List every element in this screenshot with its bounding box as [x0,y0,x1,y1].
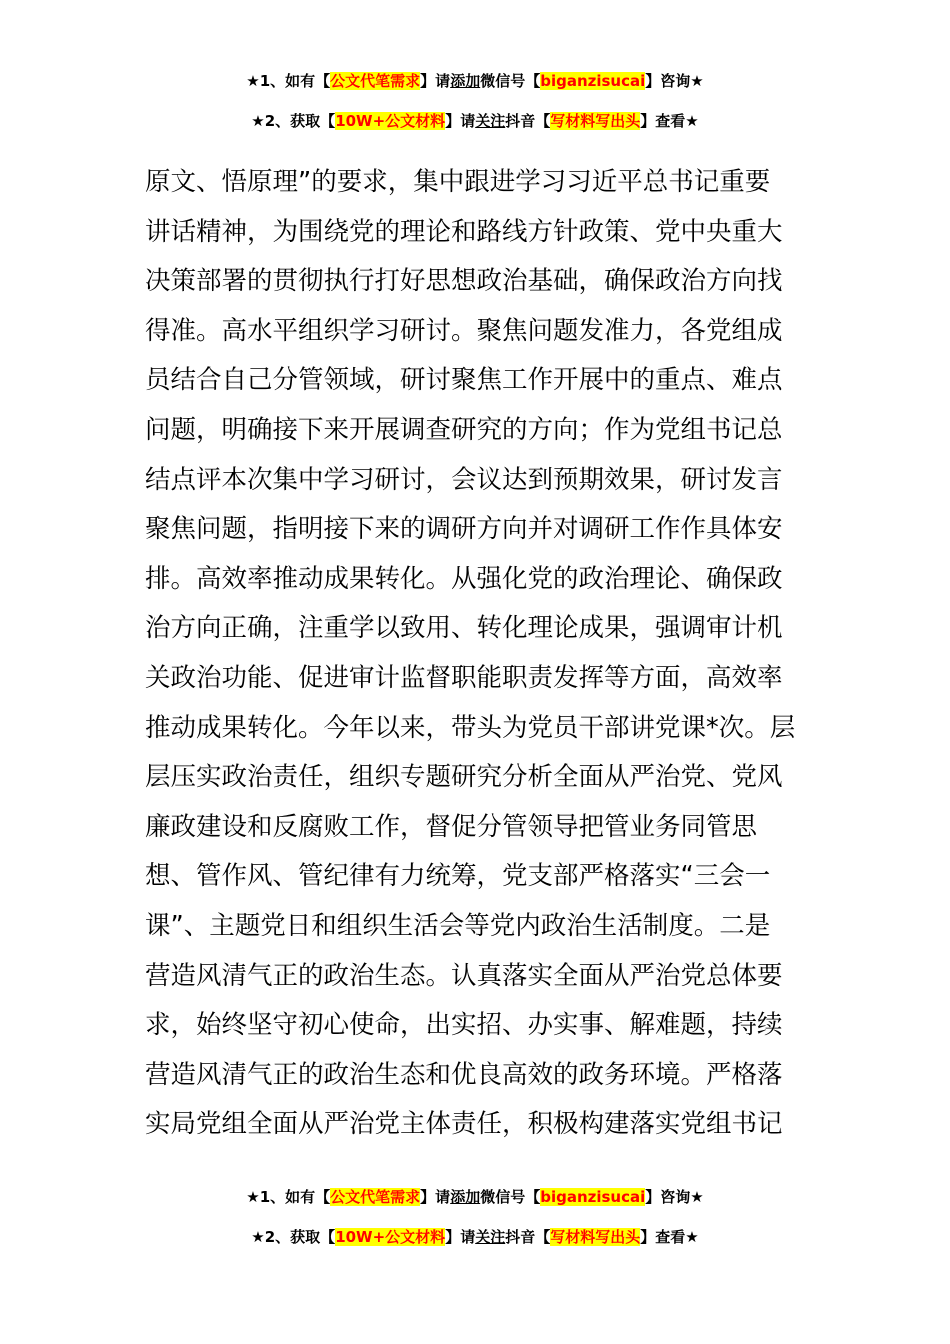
promo-text: 微信号【 [480,72,541,90]
footer-promo-line-1 [0,1186,950,1208]
promo-suffix: 】咨询★ [645,72,704,90]
promo-prefix: ★1、如有【 [246,72,331,90]
body-line: 治方向正确，注重学以致用、转化理论成果，强调审计机 [145,613,783,644]
promo-highlight-service: 公文代笔需求 [330,1188,421,1206]
promo-underlined-action: 关注 [475,112,506,130]
promo-suffix: 】查看★ [640,112,699,130]
promo-underlined-action: 关注 [475,1228,506,1246]
promo-text: 】请 [445,1228,476,1246]
body-line: 原文、悟原理”的要求，集中跟进学习习近平总书记重要 [145,167,771,197]
header-promo-line-1 [0,70,950,92]
promo-text: 】请 [420,1188,451,1206]
promo-underlined-action: 添加 [450,72,481,90]
body-line: 课”、主题党日和组织生活会等党内政治生活制度。二是 [145,910,771,941]
document-body [145,158,807,1150]
promo-text: 抖音【 [505,112,551,130]
body-line: 结点评本次集中学习研讨，会议达到预期效果，研讨发言 [145,464,783,495]
promo-suffix: 】查看★ [640,1228,699,1246]
body-line: 层压实政治责任，组织专题研究分析全面从严治党、党风 [145,762,783,793]
promo-suffix: 】咨询★ [645,1188,704,1206]
promo-highlight-materials: 10W+公文材料 [335,112,446,130]
promo-highlight-service: 公文代笔需求 [330,72,421,90]
body-line: 想、管作风、管纪律有力统筹，党支部严格落实“三会一 [145,861,771,892]
body-line: 员结合自己分管领域，研讨聚焦工作开展中的重点、难点 [145,365,783,396]
promo-highlight-wechat-id: biganzisucai [540,1188,646,1206]
promo-highlight-douyin-account: 写材料写出头 [550,1228,641,1246]
body-line: 得准。高水平组织学习研讨。聚焦问题发准力，各党组成 [145,315,783,346]
body-line: 廉政建设和反腐败工作，督促分管领导把管业务同管思 [145,811,758,842]
promo-text: 】请 [445,112,476,130]
body-line: 求，始终坚守初心使命，出实招、办实事、解难题，持续 [145,1010,783,1041]
body-line: 推动成果转化。今年以来，带头为党员干部讲党课*次。层 [145,712,796,743]
promo-prefix: ★2、获取【 [251,112,336,130]
body-line: 聚焦问题，指明接下来的调研方向并对调研工作作具体安 [145,514,783,545]
body-line: 营造风清气正的政治生态。认真落实全面从严治党总体要 [145,960,783,991]
promo-highlight-materials: 10W+公文材料 [335,1228,446,1246]
body-line: 实局党组全面从严治党主体责任，积极构建落实党组书记 [145,1109,783,1140]
body-line: 决策部署的贯彻执行打好思想政治基础，确保政治方向找 [145,266,783,297]
promo-prefix: ★1、如有【 [246,1188,331,1206]
promo-text: 】请 [420,72,451,90]
promo-underlined-action: 添加 [450,1188,481,1206]
body-line: 问题，明确接下来开展调查研究的方向；作为党组书记总 [145,414,783,445]
promo-highlight-douyin-account: 写材料写出头 [550,112,641,130]
body-line: 讲话精神，为围绕党的理论和路线方针政策、党中央重大 [145,216,783,247]
promo-highlight-wechat-id: biganzisucai [540,72,646,90]
promo-text: 抖音【 [505,1228,551,1246]
footer-promo-line-2 [0,1226,950,1248]
promo-prefix: ★2、获取【 [251,1228,336,1246]
body-line: 排。高效率推动成果转化。从强化党的政治理论、确保政 [145,563,783,594]
body-line: 关政治功能、促进审计监督职能职责发挥等方面，高效率 [145,662,783,693]
body-line: 营造风清气正的政治生态和优良高效的政务环境。严格落 [145,1059,783,1090]
promo-text: 微信号【 [480,1188,541,1206]
header-promo-line-2 [0,110,950,132]
